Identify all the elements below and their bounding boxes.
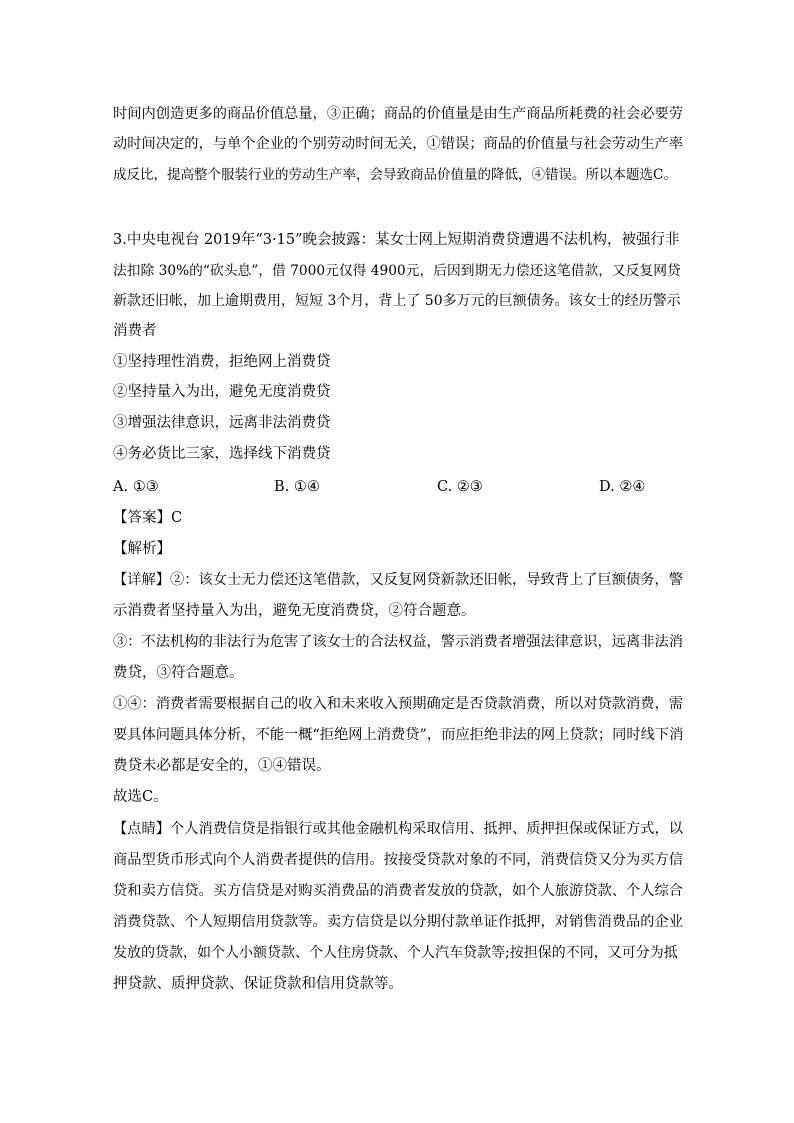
statement-3: ③增强法律意识，远离非法消费贷 [113, 415, 331, 431]
detail-line-2: 示消费者坚持量入为出，避免无度消费贷，②符合题意。 [113, 603, 476, 619]
option-a: A. ①③ [113, 479, 159, 495]
comment-line-2: 商品型货币形式向个人消费者提供的信用。按接受贷款对象的不同，消费信贷又分为买方信 [113, 852, 684, 868]
question-line-1: 3.中央电视台 2019年“3·15”晚会披露：某女士网上短期消费贷遭遇不法机构，被强行非 [113, 232, 680, 248]
detail-line-6: 要具体问题具体分析，不能一概“拒绝网上消费贷”，而应拒绝非法的网上贷款；同时线下消 [113, 727, 684, 743]
analysis-header: 【解析】 [113, 541, 171, 557]
comment-line-5: 发放的贷款，如个人小额贷款、个人住房贷款、个人汽车贷款等;按担保的不同，又可分为抵 [113, 945, 678, 961]
statement-1: ①坚持理性消费，拒绝网上消费贷 [113, 354, 331, 370]
prev-line-2: 动时间决定的，与单个企业的个别劳动时间无关，①错误；商品的价值量与社会劳动生产率 [113, 136, 684, 152]
answer: 【答案】C [113, 510, 183, 526]
prev-line-1: 时间内创造更多的商品价值总量，③正确；商品的价值量是由生产商品所耗费的社会必要劳 [113, 106, 684, 122]
question-line-3: 新款还旧帐，加上逾期费用，短短 3个月，背上了 50多万元的巨额债务。该女士的经历警示 [113, 293, 681, 309]
question-line-4: 消费者 [113, 323, 157, 339]
detail-line-3: ③：不法机构的非法行为危害了该女士的合法权益，警示消费者增强法律意识，远离非法消 [113, 634, 684, 650]
statement-2: ②坚持量入为出，避免无度消费贷 [113, 384, 331, 400]
comment-line-6: 押贷款、质押贷款、保证贷款和信用贷款等。 [113, 976, 403, 992]
detail-line-7: 费贷未必都是安全的，①④错误。 [113, 758, 331, 774]
comment-line-1: 【点睛】个人消费信贷是指银行或其他金融机构采取信用、抵押、质押担保或保证方式，以 [113, 821, 684, 837]
detail-line-5: ①④：消费者需要根据自己的收入和未来收入预期确定是否贷款消费，所以对贷款消费，需 [113, 696, 684, 712]
option-b: B. ①④ [274, 479, 320, 495]
detail-line-8: 故选C。 [113, 789, 168, 805]
option-d: D. ②④ [599, 479, 646, 495]
prev-line-3: 成反比，提高整个服装行业的劳动生产率，会导致商品价值量的降低，④错误。所以本题选C。 [113, 167, 677, 183]
detail-line-1: 【详解】②：该女士无力偿还这笔借款，又反复网贷新款还旧帐，导致背上了巨额债务，警 [113, 572, 684, 588]
comment-line-3: 贷和卖方信贷。买方信贷是对购买消费品的消费者发放的贷款，如个人旅游贷款、个人综合 [113, 883, 684, 899]
statement-4: ④务必货比三家，选择线下消费贷 [113, 446, 331, 462]
detail-line-4: 费贷，③符合题意。 [113, 665, 244, 681]
comment-line-4: 消费贷款、个人短期信用贷款等。卖方信贷是以分期付款单证作抵押，对销售消费品的企业 [113, 914, 684, 930]
option-c: C. ②③ [437, 479, 483, 495]
question-line-2: 法扣除 30%的“砍头息”，借 7000元仅得 4900元，后因到期无力偿还这笔借款，又反复网贷 [113, 263, 681, 279]
